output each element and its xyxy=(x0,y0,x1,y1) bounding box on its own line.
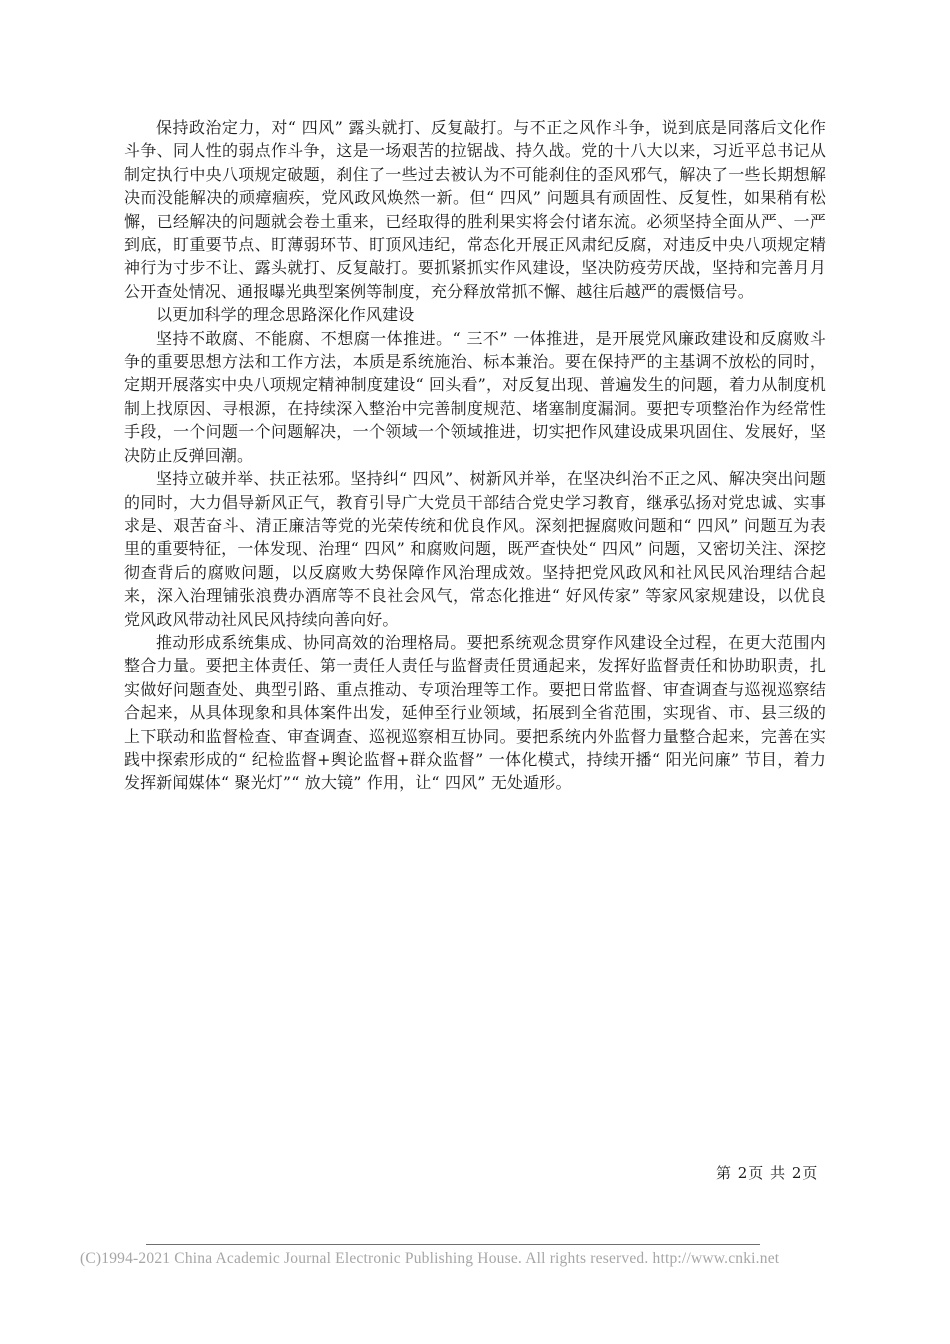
paragraph: 坚持立破并举、扶正祛邪。坚持纠“ 四风”、树新风并举，在坚决纠治不正之风、解决突出问题的同时，大力倡导新风正气，教育引导广大党员干部结合党史学习教育，继承弘扬对党忠诚、实事求是、艰苦奋斗、清正廉洁等党的光荣传统和优良作风。深刻把握腐败问题和“ 四风” 问题互为表里的重要特征，一体发现、治理“ 四风” 和腐败问题，既严查快处“ 四风” 问题，又密切关注、深挖彻查背后的腐败问题，以反腐败大势保障作风治理成效。坚持把党风政风和社风民风治理结合起来，深入治理铺张浪费办酒席等不良社会风气，常态化推进“ 好风传家” 等家风家规建设，以优良党风政风带动社风民风持续向善向好。 xyxy=(124,469,826,629)
paragraph: 保持政治定力，对“ 四风” 露头就打、反复敲打。与不正之风作斗争，说到底是同落后文化作斗争、同人性的弱点作斗争，这是一场艰苦的拉锯战、持久战。党的十八大以来，习近平总书记从制定执行中央八项规定破题，刹住了一些过去被认为不可能刹住的歪风邪气，解决了一些长期想解决而没能解决的顽瘴痼疾，党风政风焕然一新。但“ 四风” 问题具有顽固性、反复性，如果稍有松懈，已经解决的问题就会卷土重来，已经取得的胜利果实将会付诸东流。必须坚持全面从严、一严到底，盯重要节点、盯薄弱环节、盯顶风违纪，常态化开展正风肃纪反腐，对违反中央八项规定精神行为寸步不让、露头就打、反复敲打。要抓紧抓实作风建设，坚决防疫劳厌战，坚持和完善月月公开查处情况、通报曝光典型案例等制度，充分释放常抓不懈、越往后越严的震慑信号。 xyxy=(124,118,826,301)
footer-divider xyxy=(146,1244,760,1245)
article-body xyxy=(124,116,826,795)
paragraph: 坚持不敢腐、不能腐、不想腐一体推进。“ 三不” 一体推进，是开展党风廉政建设和反腐败斗争的重要思想方法和工作方法，本质是系统施治、标本兼治。要在保持严的主基调不放松的同时，定期开展落实中央八项规定精神制度建设“ 回头看”，对反复出现、普遍发生的问题，着力从制度机制上找原因、寻根源，在持续深入整治中完善制度规范、堵塞制度漏洞。要把专项整治作为经常性手段，一个问题一个问题解决，一个领域一个领域推进，切实把作风建设成果巩固住、发展好，坚决防止反弹回潮。 xyxy=(124,328,826,465)
page-number: 第 2页 共 2页 xyxy=(716,1164,819,1182)
copyright-watermark: (C)1994-2021 China Academic Journal Electronic Publishing House. All rights reserved. http://www.cnki.net xyxy=(80,1250,780,1267)
paragraph: 推动形成系统集成、协同高效的治理格局。要把系统观念贯穿作风建设全过程，在更大范围内整合力量。要把主体责任、第一责任人责任与监督责任贯通起来，发挥好监督责任和协助职责，扎实做好问题查处、典型引路、重点推动、专项治理等工作。要把日常监督、审查调查与巡视巡察结合起来，从具体现象和具体案件出发，延伸至行业领域，拓展到全省范围，实现省、市、县三级的上下联动和监督检查、审查调查、巡视巡察相互协同。要把系统内外监督力量整合起来，完善在实践中探索形成的“ 纪检监督+舆论监督+群众监督” 一体化模式，持续开播“ 阳光问廉” 节目，着力发挥新闻媒体“ 聚光灯”“ 放大镜” 作用，让“ 四风” 无处遁形。 xyxy=(124,632,826,793)
section-heading: 以更加科学的理念思路深化作风建设 xyxy=(156,305,415,325)
